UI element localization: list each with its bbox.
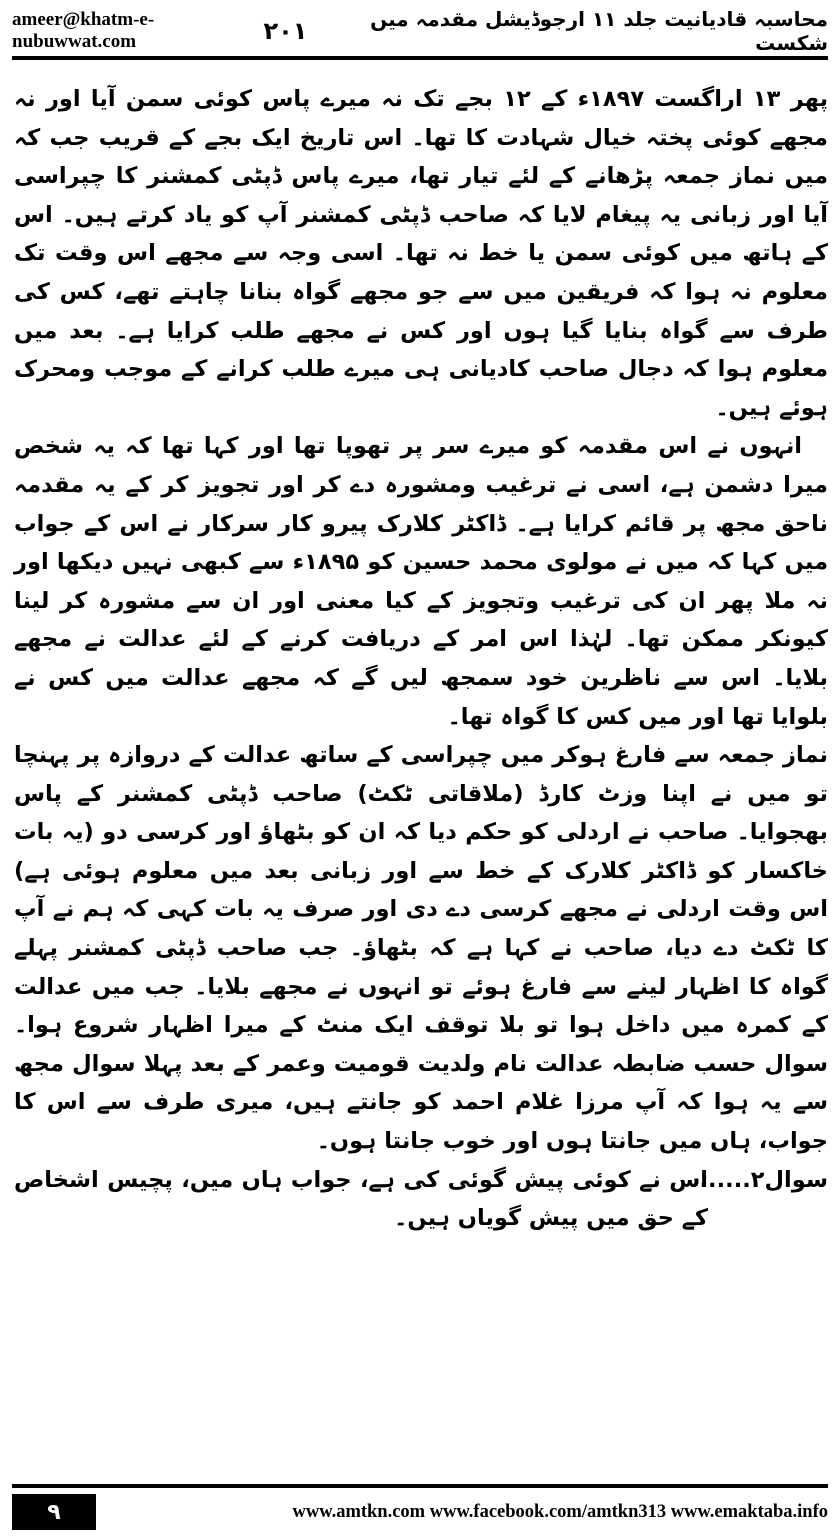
paragraph: پھر ۱۳ اراگست ۱۸۹۷ء کے ۱۲ بجے تک نہ میرے پاس کوئی سمن آیا اور نہ مجھے کوئی پختہ خیال شہادت کا تھا۔ اس تاریخ ایک بجے کے قریب جب کہ میں نماز جمعہ پڑھانے کے لئے تیار تھا، میرے پاس ڈپٹی کمشنر کا چپراسی آیا اور زبانی یہ پیغام لایا کہ صاحب ڈپٹی کمشنر آپ کو یاد کرتے ہیں۔ اس کے ہاتھ میں کوئی سمن یا خط نہ تھا۔ اسی وجہ سے مجھے اس وقت تک معلوم نہ ہوا کہ فریقین میں سے جو مجھے گواہ بنانا چاہتے تھے، کس کی طرف سے گواہ بنایا گیا ہوں اور کس نے مجھے طلب کرایا ہے۔ بعد میں معلوم ہوا کہ دجال صاحب کادیانی ہی میرے طلب کرانے کے موجب ومحرک ہوئے ہیں۔ xyxy=(14,86,829,421)
question-text: اس نے کوئی پیش گوئی کی ہے، جواب ہاں میں، پچیس اشخاص کے حق میں پیش گویاں ہیں۔ xyxy=(14,1166,708,1232)
header-page-number: ۲۰۱ xyxy=(263,17,308,45)
paragraph: انہوں نے اس مقدمہ کو میرے سر پر تھوپا تھا اور کہا تھا کہ یہ شخص میرا دشمن ہے، اسی نے ترغیب ومشورہ دے کر اور تجویز کر کے یہ مقدمہ ناحق مجھ پر قائم کرایا ہے۔ ڈاکٹر کلارک پیرو کار سرکار نے اس کے جواب میں کہا کہ میں نے مولوی محمد حسین کو ۱۸۹۵ء سے کبھی نہیں دیکھا اور نہ ملا پھر ان کی ترغیب وتجویز کے کیا معنی اور ان سے مشورہ کر لینا کیونکر ممکن تھا۔ لہٰذا اس امر کے دریافت کرنے کے لئے عدالت نے مجھے بلایا۔ اس سے ناظرین خود سمجھ لیں گے کہ مجھے عدالت میں کس نے بلوایا تھا اور میں کس کا گواہ تھا۔ xyxy=(14,433,828,730)
running-title: محاسبہ قادیانیت جلد ۱۱ ارجوڈیشل مقدمہ میں شکست xyxy=(370,7,828,55)
header-rule xyxy=(12,56,828,60)
footer-rule xyxy=(12,1484,828,1488)
footer-page-number: ۹ xyxy=(12,1494,96,1530)
footer-links: www.amtkn.com www.facebook.com/amtkn313 www.emaktaba.info xyxy=(292,1501,828,1522)
question-label: سوال۲...... xyxy=(699,1166,828,1193)
page-body xyxy=(14,80,828,1238)
page-footer xyxy=(12,1494,828,1530)
header-title-group xyxy=(264,7,829,55)
question-block xyxy=(14,1161,828,1238)
page-header xyxy=(12,7,828,55)
header-email: ameer@khatm-e-nubuwwat.com xyxy=(12,9,155,52)
paragraph: نماز جمعہ سے فارغ ہوکر میں چپراسی کے ساتھ عدالت کے دروازہ پر پہنچا تو میں نے اپنا وزٹ کارڈ (ملاقاتی ٹکٹ) صاحب ڈپٹی کمشنر کے پاس بھجوایا۔ صاحب نے اردلی کو حکم دیا کہ ان کو بٹھاؤ اور کرسی دو (یہ بات خاکسار کو ڈاکٹر کلارک کے خط سے اور زبانی بعد میں معلوم ہوئی ہے) اس وقت اردلی نے مجھے کرسی دے دی اور صرف یہ بات کہی کہ ہم نے آپ کا ٹکٹ دے دیا، صاحب نے کہا ہے کہ بٹھاؤ۔ جب صاحب ڈپٹی کمشنر پہلے گواہ کا اظہار لینے سے فارغ ہوئے تو انہوں نے مجھے بلایا۔ جب میں عدالت کے کمرہ میں داخل ہوا تو بلا توقف ایک منٹ کے میرا اظہار شروع ہوا۔ سوال حسب ضابطہ عدالت نام ولدیت قومیت وعمر کے بعد پہلا سوال مجھ سے یہ ہوا کہ آپ مرزا غلام احمد کو جانتے ہیں، میری طرف سے اس کا جواب، ہاں میں جانتا ہوں اور خوب جانتا ہوں۔ xyxy=(14,742,828,1155)
